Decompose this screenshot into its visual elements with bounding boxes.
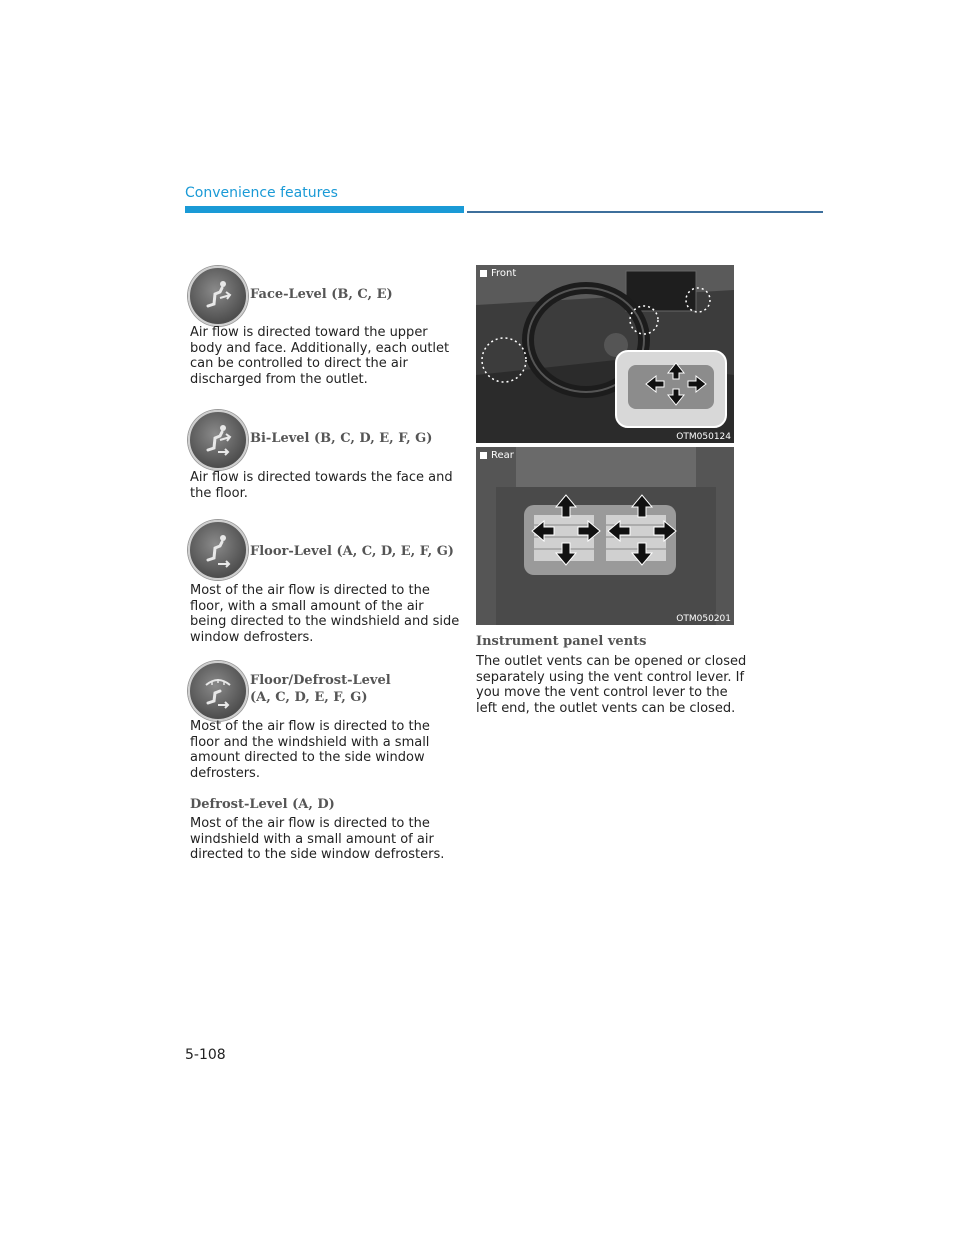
face-level-icon	[188, 266, 248, 326]
rear-vents-figure	[476, 447, 734, 625]
vents-text: The outlet vents can be opened or closed separately using the vent control lever. If you move the vent control lever to the left end, the outlet vents can be closed.	[476, 654, 747, 716]
mode-title-floor-defrost-line1: Floor/Defrost-Level	[250, 673, 391, 688]
mode-title-floor-defrost-line2: (A, C, D, E, F, G)	[250, 690, 368, 705]
square-bullet-icon	[480, 270, 487, 277]
floor-level-icon	[188, 520, 248, 580]
front-label-text: Front	[491, 268, 517, 279]
mode-text-floor-defrost: Most of the air flow is directed to the floor and the windshield with a small amount directed to the side window defrosters.	[190, 719, 430, 781]
rear-console-illustration	[476, 447, 734, 625]
front-dashboard-illustration	[476, 265, 734, 443]
header-accent-bar	[185, 206, 464, 213]
rear-label-text: Rear	[491, 450, 514, 461]
mode-title-face: Face-Level (B, C, E)	[250, 287, 393, 302]
mode-title-defrost: Defrost-Level (A, D)	[190, 797, 335, 812]
front-figure-label	[480, 268, 516, 279]
floor-defrost-level-icon	[188, 661, 248, 721]
front-vents-figure	[476, 265, 734, 443]
mode-text-face: Air flow is directed toward the upper body and face. Additionally, each outlet can be controlled to direct the air discharged from the outlet.	[190, 325, 450, 387]
page-number: 5-108	[185, 1047, 226, 1063]
mode-title-floor: Floor-Level (A, C, D, E, F, G)	[250, 544, 454, 559]
mode-text-floor: Most of the air flow is directed to the floor, with a small amount of the air being directed to the windshield and side window defrosters.	[190, 583, 460, 645]
front-figure-code: OTM050124	[676, 432, 731, 442]
mode-title-bi: Bi-Level (B, C, D, E, F, G)	[250, 431, 433, 446]
rear-figure-label	[480, 450, 514, 461]
mode-title-floor-defrost	[250, 672, 391, 706]
section-title: Convenience features	[185, 185, 338, 201]
header-rule	[467, 211, 823, 213]
mode-text-bi: Air flow is directed towards the face and the floor.	[190, 470, 453, 501]
rear-figure-code: OTM050201	[676, 614, 731, 624]
square-bullet-icon	[480, 452, 487, 459]
vents-title: Instrument panel vents	[476, 634, 647, 649]
bi-level-icon	[188, 410, 248, 470]
mode-text-defrost: Most of the air flow is directed to the windshield with a small amount of air directed to the side window defrosters.	[190, 816, 445, 862]
